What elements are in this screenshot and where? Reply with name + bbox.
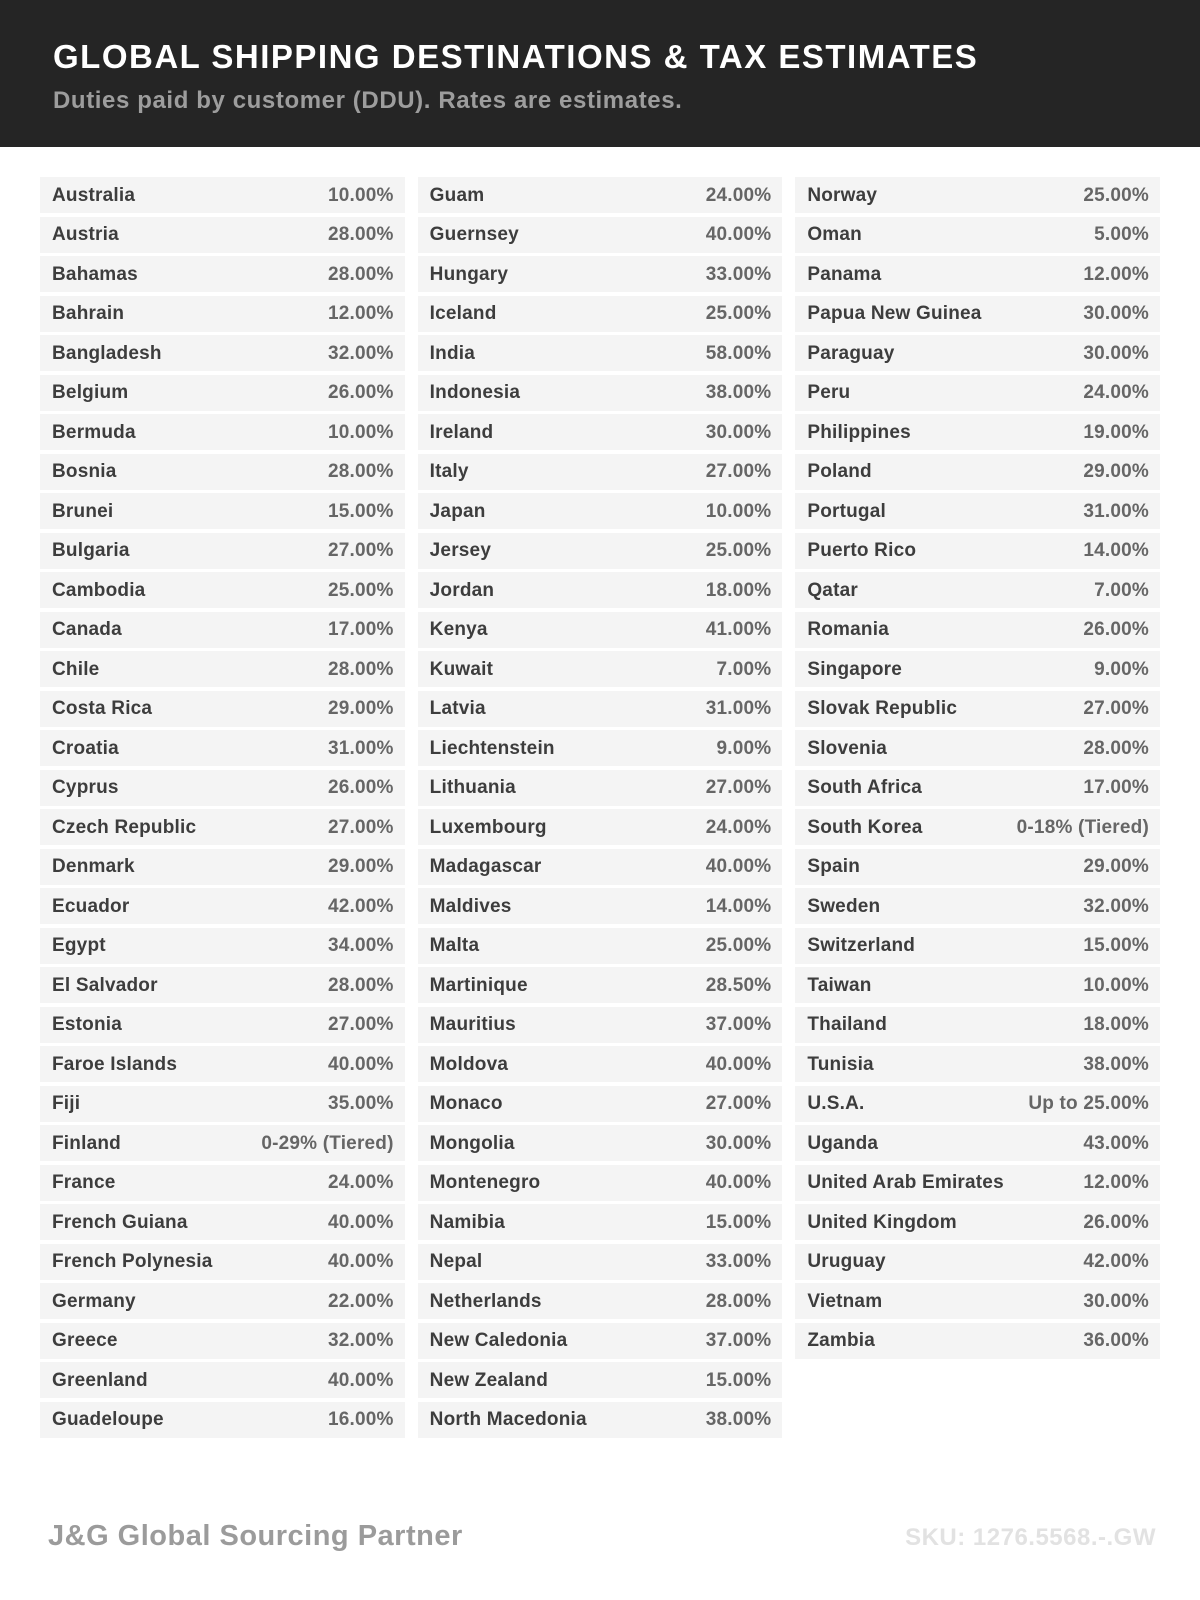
rate-value: 5.00%	[1094, 224, 1149, 245]
table-row	[795, 1125, 1160, 1161]
country-label: French Polynesia	[52, 1251, 213, 1272]
rate-value: 30.00%	[1083, 342, 1149, 364]
rates-column-1	[40, 177, 405, 1441]
table-row	[418, 296, 783, 332]
table-row	[418, 849, 783, 885]
table-row	[795, 533, 1160, 569]
rate-value: 25.00%	[705, 303, 772, 324]
table-row	[40, 770, 405, 806]
rate-value: 27.00%	[705, 461, 772, 482]
rate-value: 25.00%	[705, 935, 772, 956]
rate-value: 17.00%	[328, 619, 394, 640]
table-row	[795, 1007, 1160, 1043]
country-label: Puerto Rico	[807, 540, 917, 561]
rate-value: 38.00%	[1083, 1053, 1149, 1075]
table-row	[40, 1046, 405, 1082]
table-row	[795, 217, 1160, 253]
table-row	[40, 849, 405, 885]
country-label: Denmark	[52, 856, 135, 877]
country-label: Maldives	[429, 895, 512, 917]
rate-value: 32.00%	[1083, 895, 1149, 917]
table-row	[418, 454, 783, 490]
table-row	[40, 572, 405, 608]
table-row	[795, 888, 1160, 924]
rate-value: 29.00%	[1083, 461, 1149, 482]
country-label: Spain	[807, 856, 861, 877]
country-label: Papua New Guinea	[807, 303, 982, 324]
rate-value: 10.00%	[1083, 974, 1149, 996]
table-row	[418, 770, 783, 806]
country-label: Costa Rica	[52, 698, 153, 719]
table-row	[418, 730, 783, 766]
rate-value: 27.00%	[1083, 698, 1149, 719]
table-row	[795, 454, 1160, 490]
country-label: Poland	[807, 461, 872, 482]
table-row	[795, 612, 1160, 648]
table-row	[40, 651, 405, 687]
country-label: France	[52, 1172, 116, 1193]
table-row	[418, 1323, 783, 1359]
country-label: U.S.A.	[807, 1093, 865, 1114]
rate-value: 12.00%	[328, 303, 394, 324]
table-row	[40, 888, 405, 924]
rate-value: 41.00%	[705, 619, 772, 640]
table-row	[795, 572, 1160, 608]
table-row	[418, 1204, 783, 1240]
country-label: North Macedonia	[429, 1409, 587, 1430]
country-label: Faroe Islands	[52, 1053, 178, 1075]
table-row	[795, 1244, 1160, 1280]
rate-value: 15.00%	[705, 1369, 772, 1391]
rate-value: 10.00%	[705, 500, 772, 522]
brand-text: J&G Global Sourcing Partner	[48, 1520, 463, 1552]
country-label: Zambia	[807, 1330, 876, 1351]
rate-value: 40.00%	[328, 1053, 394, 1075]
table-row	[418, 1007, 783, 1043]
rates-column-2	[418, 177, 783, 1441]
country-label: Cyprus	[52, 777, 119, 798]
rate-value: 27.00%	[328, 540, 394, 561]
rate-value: 24.00%	[328, 1172, 394, 1193]
table-row	[40, 256, 405, 292]
rate-value: 28.00%	[328, 263, 394, 285]
country-label: Uruguay	[807, 1251, 886, 1272]
rate-value: 27.00%	[705, 1093, 772, 1114]
rate-value: 29.00%	[1083, 856, 1149, 877]
rate-value: 31.00%	[1083, 500, 1149, 522]
rate-value: 12.00%	[1083, 263, 1149, 285]
rate-value: 14.00%	[1083, 540, 1149, 561]
country-label: Monaco	[429, 1093, 503, 1114]
country-label: Mauritius	[429, 1014, 516, 1035]
table-row	[40, 1125, 405, 1161]
country-label: Malta	[429, 935, 480, 956]
table-row	[40, 1086, 405, 1122]
rate-value: 40.00%	[705, 1172, 772, 1193]
country-label: Bermuda	[52, 421, 136, 443]
country-label: Jordan	[429, 579, 495, 601]
country-label: Guernsey	[429, 224, 519, 245]
table-row	[40, 375, 405, 411]
table-row	[40, 1323, 405, 1359]
rate-value: 31.00%	[705, 698, 772, 719]
table-row	[795, 375, 1160, 411]
country-label: Bulgaria	[52, 540, 130, 561]
table-row	[795, 335, 1160, 371]
table-row	[418, 1283, 783, 1319]
table-row	[418, 375, 783, 411]
table-row	[40, 1283, 405, 1319]
country-label: Luxembourg	[429, 816, 547, 838]
country-label: Brunei	[52, 500, 114, 522]
rate-value: 24.00%	[1083, 382, 1149, 403]
rate-value: 9.00%	[1094, 658, 1149, 680]
header-bar	[0, 0, 1200, 147]
table-row	[40, 612, 405, 648]
table-row	[40, 217, 405, 253]
country-label: French Guiana	[52, 1211, 188, 1233]
rate-value: 32.00%	[328, 342, 394, 364]
rate-value: 43.00%	[1083, 1132, 1149, 1154]
country-label: Fiji	[52, 1093, 81, 1114]
rate-value: 30.00%	[1083, 1290, 1149, 1312]
country-label: Iceland	[429, 303, 497, 324]
table-row	[795, 849, 1160, 885]
country-label: Belgium	[52, 382, 129, 403]
country-label: Greenland	[52, 1369, 148, 1391]
table-row	[795, 296, 1160, 332]
table-row	[418, 1086, 783, 1122]
rate-value: 35.00%	[328, 1093, 394, 1114]
table-row	[40, 928, 405, 964]
country-label: Germany	[52, 1290, 136, 1312]
table-row	[40, 533, 405, 569]
country-label: Taiwan	[807, 974, 872, 996]
rate-value: 28.00%	[328, 974, 394, 996]
country-label: Ireland	[429, 421, 494, 443]
table-row	[795, 770, 1160, 806]
table-row	[418, 809, 783, 845]
rate-value: 34.00%	[328, 935, 394, 956]
rate-value: 15.00%	[328, 500, 394, 522]
country-label: Bahrain	[52, 303, 125, 324]
table-row	[795, 256, 1160, 292]
country-label: Nepal	[429, 1251, 483, 1272]
country-label: Netherlands	[429, 1290, 542, 1312]
rate-value: 30.00%	[705, 1132, 772, 1154]
table-row	[418, 1244, 783, 1280]
table-row	[40, 1007, 405, 1043]
country-label: Kenya	[429, 619, 488, 640]
table-row	[418, 1046, 783, 1082]
country-label: Indonesia	[429, 382, 521, 403]
country-label: Romania	[807, 619, 889, 640]
rate-value: 26.00%	[1083, 1211, 1149, 1233]
country-label: Slovenia	[807, 737, 888, 759]
rate-value: 27.00%	[328, 816, 394, 838]
country-label: Slovak Republic	[807, 698, 958, 719]
rate-value: 24.00%	[705, 816, 772, 838]
country-label: Switzerland	[807, 935, 916, 956]
country-label: Moldova	[429, 1053, 509, 1075]
page-subtitle: Duties paid by customer (DDU). Rates are estimates.	[53, 86, 683, 114]
rate-value: 10.00%	[328, 184, 394, 206]
country-label: Namibia	[429, 1211, 505, 1233]
table-row	[795, 809, 1160, 845]
country-label: Panama	[807, 263, 882, 285]
table-row	[795, 1283, 1160, 1319]
rate-value: 40.00%	[705, 224, 772, 245]
table-row	[418, 691, 783, 727]
rate-value: 38.00%	[705, 382, 772, 403]
rate-value: 42.00%	[328, 895, 394, 917]
rate-value: 10.00%	[328, 421, 394, 443]
rate-value: 27.00%	[705, 777, 772, 798]
table-row	[418, 1165, 783, 1201]
rate-value: 0-18% (Tiered)	[1016, 816, 1149, 838]
table-row	[795, 1204, 1160, 1240]
country-label: Hungary	[429, 263, 509, 285]
table-row	[418, 967, 783, 1003]
country-label: Greece	[52, 1330, 118, 1351]
rates-table	[40, 177, 1160, 1441]
table-row	[40, 414, 405, 450]
country-label: India	[429, 342, 475, 364]
table-row	[40, 1244, 405, 1280]
country-label: Bosnia	[52, 461, 117, 482]
table-row	[418, 1125, 783, 1161]
country-label: Guadeloupe	[52, 1409, 164, 1430]
rate-value: 28.50%	[705, 974, 772, 996]
rate-value: 37.00%	[705, 1014, 772, 1035]
country-label: Canada	[52, 619, 122, 640]
country-label: Peru	[807, 382, 851, 403]
rate-value: 31.00%	[328, 737, 394, 759]
rate-value: 28.00%	[328, 224, 394, 245]
country-label: Philippines	[807, 421, 911, 443]
rate-value: 28.00%	[1083, 737, 1149, 759]
country-label: Norway	[807, 184, 878, 206]
country-label: Qatar	[807, 579, 858, 601]
table-row	[418, 1362, 783, 1398]
rate-value: 28.00%	[328, 658, 394, 680]
country-label: Estonia	[52, 1014, 123, 1035]
country-label: Sweden	[807, 895, 881, 917]
table-row	[40, 493, 405, 529]
country-label: Martinique	[429, 974, 528, 996]
table-row	[795, 730, 1160, 766]
country-label: Finland	[52, 1132, 121, 1154]
country-label: Cambodia	[52, 579, 146, 601]
country-label: Paraguay	[807, 342, 895, 364]
rate-value: 40.00%	[328, 1211, 394, 1233]
rate-value: 26.00%	[328, 777, 394, 798]
country-label: Kuwait	[429, 658, 494, 680]
rate-value: 26.00%	[1083, 619, 1149, 640]
country-label: New Caledonia	[429, 1330, 568, 1351]
country-label: Vietnam	[807, 1290, 883, 1312]
rate-value: 29.00%	[328, 856, 394, 877]
rate-value: 25.00%	[1083, 184, 1149, 206]
country-label: Montenegro	[429, 1172, 541, 1193]
table-row	[40, 177, 405, 213]
table-row	[40, 1402, 405, 1438]
table-row	[40, 296, 405, 332]
table-row	[418, 1402, 783, 1438]
table-row	[795, 928, 1160, 964]
country-label: United Arab Emirates	[807, 1172, 1004, 1193]
country-label: Latvia	[429, 698, 486, 719]
country-label: Jersey	[429, 540, 492, 561]
sku-text: SKU: 1276.5568.-.GW	[905, 1524, 1156, 1551]
rate-value: 33.00%	[705, 263, 772, 285]
rate-value: 22.00%	[328, 1290, 394, 1312]
table-row	[418, 572, 783, 608]
rate-value: 16.00%	[328, 1409, 394, 1430]
table-row	[795, 651, 1160, 687]
rate-value: 18.00%	[1083, 1014, 1149, 1035]
table-row	[795, 414, 1160, 450]
rate-value: 38.00%	[705, 1409, 772, 1430]
table-row	[40, 1204, 405, 1240]
rate-value: 32.00%	[328, 1330, 394, 1351]
table-row	[40, 454, 405, 490]
table-row	[40, 335, 405, 371]
country-label: Tunisia	[807, 1053, 874, 1075]
rate-value: 15.00%	[1083, 935, 1149, 956]
table-row	[418, 177, 783, 213]
table-row	[418, 256, 783, 292]
table-row	[418, 651, 783, 687]
rate-value: 12.00%	[1083, 1172, 1149, 1193]
table-row	[795, 1323, 1160, 1359]
rate-value: 27.00%	[328, 1014, 394, 1035]
country-label: Bahamas	[52, 263, 138, 285]
table-row	[418, 612, 783, 648]
country-label: Liechtenstein	[429, 737, 555, 759]
country-label: United Kingdom	[807, 1211, 957, 1233]
country-label: Guam	[429, 184, 485, 206]
table-row	[418, 414, 783, 450]
rate-value: 36.00%	[1083, 1330, 1149, 1351]
country-label: Italy	[429, 461, 469, 482]
table-row	[418, 533, 783, 569]
table-row	[40, 1362, 405, 1398]
rate-value: 42.00%	[1083, 1251, 1149, 1272]
rate-value: Up to 25.00%	[1028, 1093, 1149, 1114]
country-label: Austria	[52, 224, 119, 245]
rate-value: 18.00%	[705, 579, 772, 601]
table-row	[795, 1046, 1160, 1082]
rate-value: 40.00%	[705, 1053, 772, 1075]
country-label: Oman	[807, 224, 862, 245]
rate-value: 15.00%	[705, 1211, 772, 1233]
footer	[48, 1520, 1156, 1553]
country-label: Japan	[429, 500, 486, 522]
table-row	[418, 493, 783, 529]
country-label: Uganda	[807, 1132, 879, 1154]
country-label: Portugal	[807, 500, 886, 522]
rate-value: 7.00%	[1094, 579, 1149, 601]
country-label: South Korea	[807, 816, 923, 838]
country-label: Czech Republic	[52, 816, 197, 838]
rate-value: 25.00%	[705, 540, 772, 561]
rate-value: 0-29% (Tiered)	[261, 1132, 394, 1154]
rate-value: 14.00%	[705, 895, 772, 917]
country-label: Mongolia	[429, 1132, 515, 1154]
rate-value: 37.00%	[705, 1330, 772, 1351]
country-label: Bangladesh	[52, 342, 162, 364]
page-title: GLOBAL SHIPPING DESTINATIONS & TAX ESTIMATES	[53, 38, 979, 75]
table-row	[40, 691, 405, 727]
table-row	[795, 493, 1160, 529]
rate-value: 19.00%	[1083, 421, 1149, 443]
rate-value: 40.00%	[328, 1369, 394, 1391]
rate-value: 30.00%	[1083, 303, 1149, 324]
country-label: Madagascar	[429, 856, 542, 877]
country-label: Chile	[52, 658, 100, 680]
country-label: El Salvador	[52, 974, 158, 996]
table-row	[795, 967, 1160, 1003]
rate-value: 7.00%	[716, 658, 772, 680]
rate-value: 25.00%	[328, 579, 394, 601]
country-label: Australia	[52, 184, 136, 206]
country-label: Thailand	[807, 1014, 888, 1035]
rate-value: 40.00%	[705, 856, 772, 877]
rate-value: 26.00%	[328, 382, 394, 403]
rate-value: 30.00%	[705, 421, 772, 443]
country-label: Egypt	[52, 935, 106, 956]
table-row	[795, 1086, 1160, 1122]
rate-value: 9.00%	[716, 737, 772, 759]
table-row	[40, 809, 405, 845]
table-row	[795, 1165, 1160, 1201]
rates-column-3	[795, 177, 1160, 1362]
rate-value: 58.00%	[705, 342, 772, 364]
country-label: Lithuania	[429, 777, 516, 798]
table-row	[40, 967, 405, 1003]
table-row	[795, 177, 1160, 213]
country-label: New Zealand	[429, 1369, 548, 1391]
rate-value: 24.00%	[705, 184, 772, 206]
country-label: South Africa	[807, 777, 922, 798]
table-row	[40, 1165, 405, 1201]
table-row	[795, 691, 1160, 727]
table-row	[418, 335, 783, 371]
rate-value: 17.00%	[1083, 777, 1149, 798]
table-row	[418, 928, 783, 964]
rate-value: 28.00%	[328, 461, 394, 482]
table-row	[418, 888, 783, 924]
rate-value: 33.00%	[705, 1251, 772, 1272]
rate-value: 29.00%	[328, 698, 394, 719]
rate-value: 28.00%	[705, 1290, 772, 1312]
table-row	[40, 730, 405, 766]
table-row	[418, 217, 783, 253]
country-label: Croatia	[52, 737, 119, 759]
country-label: Ecuador	[52, 895, 130, 917]
rate-value: 40.00%	[328, 1251, 394, 1272]
country-label: Singapore	[807, 658, 903, 680]
